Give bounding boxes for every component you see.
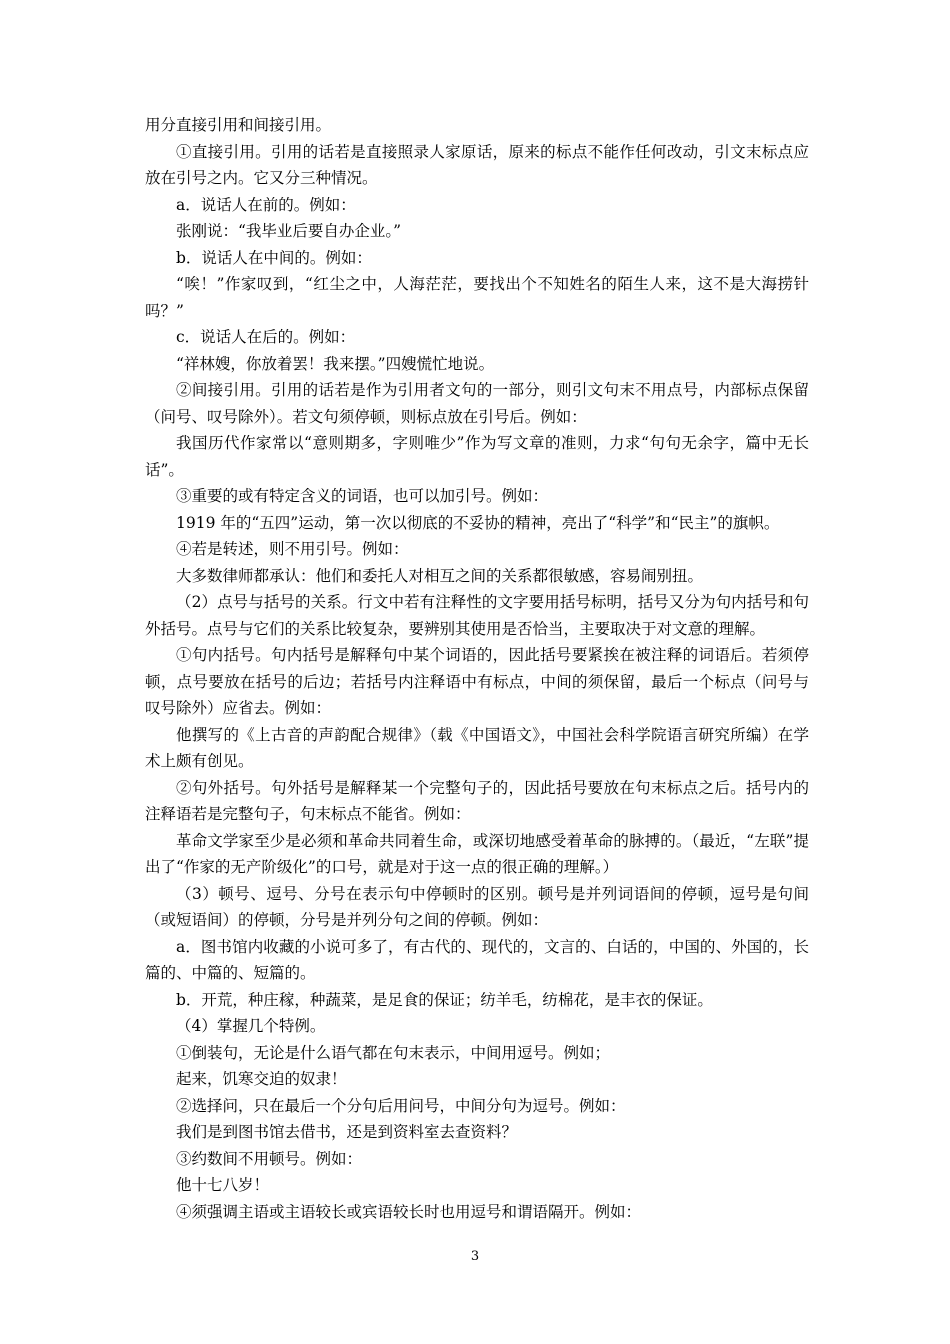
paragraph: ③重要的或有特定含义的词语，也可以加引号。例如：: [176, 487, 549, 505]
paragraph: 大多数律师都承认：他们和委托人对相互之间的关系都很敏感，容易闹别扭。: [176, 566, 704, 585]
paragraph: ①直接引用。引用的话若是直接照录人家原话，原来的标点不能作任何改动，引文末标点应放在引号之内。它又分三种情况。: [145, 142, 809, 187]
paragraph: b．说话人在中间的。例如：: [176, 248, 372, 267]
paragraph: 起来，饥寒交迫的奴隶！: [176, 1070, 347, 1088]
document-body: [145, 112, 809, 1225]
paragraph: ①倒装句，无论是什么语气都在句末表示，中间用逗号。例如；: [176, 1043, 611, 1062]
paragraph: “祥林嫂，你放着罢！我来摆。”四嫂慌忙地说。: [176, 354, 495, 373]
paragraph: （3）顿号、逗号、分号在表示句中停顿时的区别。顿号是并列词语间的停顿，逗号是句间（或短语间）的停顿，分号是并列分句之间的停顿。例如：: [145, 884, 809, 929]
paragraph: b．开荒，种庄稼，种蔬菜，是足食的保证；纺羊毛，纺棉花，是丰衣的保证。: [176, 990, 713, 1009]
paragraph: （4）掌握几个特例。: [176, 1017, 326, 1035]
paragraph: ②间接引用。引用的话若是作为引用者文句的一部分，则引文句末不用点号，内部标点保留（问号、叹号除外）。若文句须停顿，则标点放在引号后。例如：: [145, 381, 809, 426]
paragraph: 我国历代作家常以“意则期多，字则唯少”作为写文章的准则，力求“句句无余字，篇中无长话”。: [145, 434, 809, 479]
paragraph: “唉！”作家叹到，“红尘之中，人海茫茫，要找出个不知姓名的陌生人来，这不是大海捞针吗？”: [145, 275, 809, 320]
paragraph: （2）点号与括号的关系。行文中若有注释性的文字要用括号标明，括号又分为句内括号和句外括号。点号与它们的关系比较复杂，要辨别其使用是否恰当，主要取决于对文意的理解。: [145, 593, 809, 638]
paragraph: 1919 年的“五四”运动，第一次以彻底的不妥协的精神，亮出了“科学”和“民主”的旗帜。: [176, 513, 780, 532]
paragraph: ②选择问，只在最后一个分句后用问号，中间分句为逗号。例如：: [176, 1096, 626, 1115]
paragraph: 他撰写的《上古音的声韵配合规律》（载《中国语文》，中国社会科学院语言研究所编）在学术上颇有创见。: [145, 725, 809, 770]
paragraph: ④须强调主语或主语较长或宾语较长时也用逗号和谓语隔开。例如：: [176, 1202, 642, 1221]
paragraph: ④若是转述，则不用引号。例如：: [176, 540, 409, 558]
paragraph: a．图书馆内收藏的小说可多了，有古代的、现代的，文言的、白话的，中国的、外国的，长篇的、中篇的、短篇的。: [145, 937, 809, 982]
page-number: 3: [470, 1249, 480, 1264]
paragraph: ③约数间不用顿号。例如：: [176, 1149, 363, 1168]
paragraph: ②句外括号。句外括号是解释某一个完整句子的，因此括号要放在句末标点之后。括号内的注释语若是完整句子，句末标点不能省。例如：: [145, 778, 809, 823]
paragraph: 他十七八岁！: [176, 1176, 270, 1194]
paragraph: 我们是到图书馆去借书，还是到资料室去查资料？: [176, 1123, 518, 1141]
paragraph: 革命文学家至少是必须和革命共同着生命，或深切地感受着革命的脉搏的。（最近，“左联”提出了“作家的无产阶级化”的口号，就是对于这一点的很正确的理解。）: [145, 831, 809, 876]
paragraph: ①句内括号。句内括号是解释句中某个词语的，因此括号要紧挨在被注释的词语后。若须停顿，点号要放在括号的后边；若括号内注释语中有标点，中间的须保留，最后一个标点（问号与叹号除外）应省去。例如：: [145, 646, 809, 717]
paragraph: c．说话人在后的。例如：: [176, 328, 356, 346]
paragraph: 用分直接引用和间接引用。: [145, 116, 332, 134]
paragraph: 张刚说：“我毕业后要自办企业。”: [176, 222, 402, 240]
paragraph: a．说话人在前的。例如：: [176, 195, 356, 214]
